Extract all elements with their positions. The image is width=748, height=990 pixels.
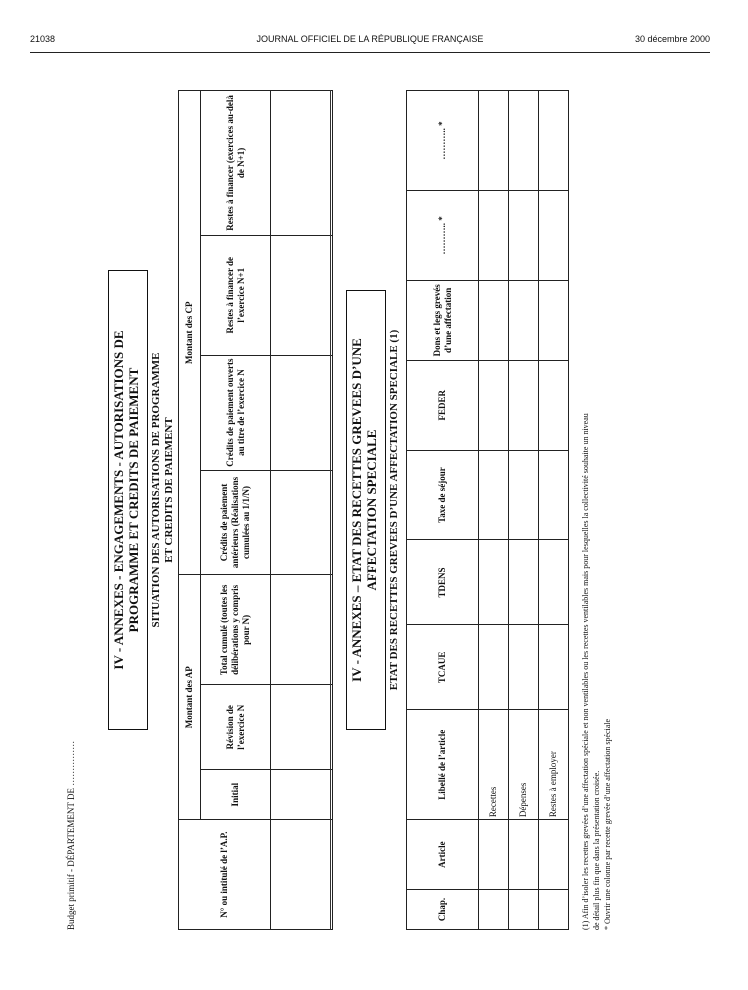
- col-tdens: TDENS: [407, 540, 479, 625]
- col-cp-anterieurs: Crédits de paiement antérieurs (Réalisations cumulées au 1/1/N): [201, 470, 271, 575]
- section2-subtitle: ETAT DES RECETTES GREVEES D’UNE AFFECTATION SPECIALE (1): [388, 329, 400, 691]
- section1-subtitle-line1: SITUATION DES AUTORISATIONS DE PROGRAMME: [150, 352, 162, 628]
- group-montant-cp: Montant des CP: [179, 91, 201, 575]
- table-row: [271, 91, 333, 930]
- col-initial: Initial: [201, 770, 271, 820]
- col-other-2: ……….. *: [407, 91, 479, 191]
- col-chap: Chap.: [407, 890, 479, 930]
- col-restes-n1: Restes à financer de l’exercice N+1: [201, 235, 271, 355]
- section-separator: [330, 90, 331, 930]
- section1-subtitle: [150, 280, 176, 700]
- row-label-depenses: Dépenses: [509, 710, 539, 820]
- footnote-star: * Ouvrir une colonne par recette grevée d’une affectation spéciale: [603, 718, 612, 930]
- table-row: [539, 91, 569, 930]
- row-label-restes: Restes à employer: [539, 710, 569, 820]
- header-rule: [30, 52, 710, 53]
- table-row: [479, 91, 509, 930]
- section1-subtitle-line2: ET CREDITS DE PAIEMENT: [163, 417, 175, 563]
- footnotes: [580, 90, 613, 930]
- recettes-table: [406, 90, 569, 930]
- group-montant-ap: Montant des AP: [179, 575, 201, 820]
- page-header: [30, 34, 710, 52]
- section1-title-line2: PROGRAMME ET CREDITS DE PAIEMENT: [126, 367, 141, 633]
- table-row: [509, 91, 539, 930]
- footnote-1: (1) Afin d’isoler les recettes grevées d’une affectation spéciale et non ventilables ou les recettes ventilables mais pour lesquelles la collectivité souhaite un niveau: [581, 413, 590, 930]
- section1-title-line1: IV - ANNEXES - ENGAGEMENTS - AUTORISATIONS DE: [111, 330, 126, 670]
- col-article: Article: [407, 820, 479, 890]
- section2-title-line2: AFFECTATION SPECIALE: [364, 429, 379, 591]
- col-taxe-sejour: Taxe de séjour: [407, 450, 479, 540]
- col-libelle: Libellé de l’article: [407, 710, 479, 820]
- col-other-1: ……….. *: [407, 190, 479, 280]
- budget-line: Budget primitif - DÉPARTEMENT DE ……………: [66, 740, 76, 930]
- section2-title: [346, 290, 386, 730]
- col-cp-exercice-n: Crédits de paiement ouverts au titre de l’exercice N: [201, 355, 271, 470]
- section2-title-line1: IV - ANNEXES – ETAT DES RECETTES GREVEES D’UNE: [349, 338, 364, 682]
- col-dons-legs: Dons et legs grevés d’une affectation: [407, 280, 479, 360]
- page-number: 21038: [30, 34, 56, 44]
- col-restes-au-dela: Restes à financer (exercices au-delà de N+1): [201, 91, 271, 236]
- col-total-cumule: Total cumulé (toutes les délibérations y compris pour N): [201, 575, 271, 685]
- col-no-ap: N° ou intitulé de l’A.P.: [179, 820, 271, 930]
- col-revision: Révision de l’exercice N: [201, 685, 271, 770]
- col-feder: FEDER: [407, 360, 479, 450]
- col-tcaue: TCAUE: [407, 625, 479, 710]
- rotated-content: [60, 90, 660, 930]
- footnote-1-cont: de détail plus fin que dans la présentation croisée.: [592, 770, 601, 930]
- journal-title: JOURNAL OFFICIEL DE LA RÉPUBLIQUE FRANÇAISE: [256, 34, 484, 44]
- ap-cp-table: [178, 90, 333, 930]
- section1-title: [108, 270, 148, 730]
- publication-date: 30 décembre 2000: [634, 34, 710, 44]
- row-label-recettes: Recettes: [479, 710, 509, 820]
